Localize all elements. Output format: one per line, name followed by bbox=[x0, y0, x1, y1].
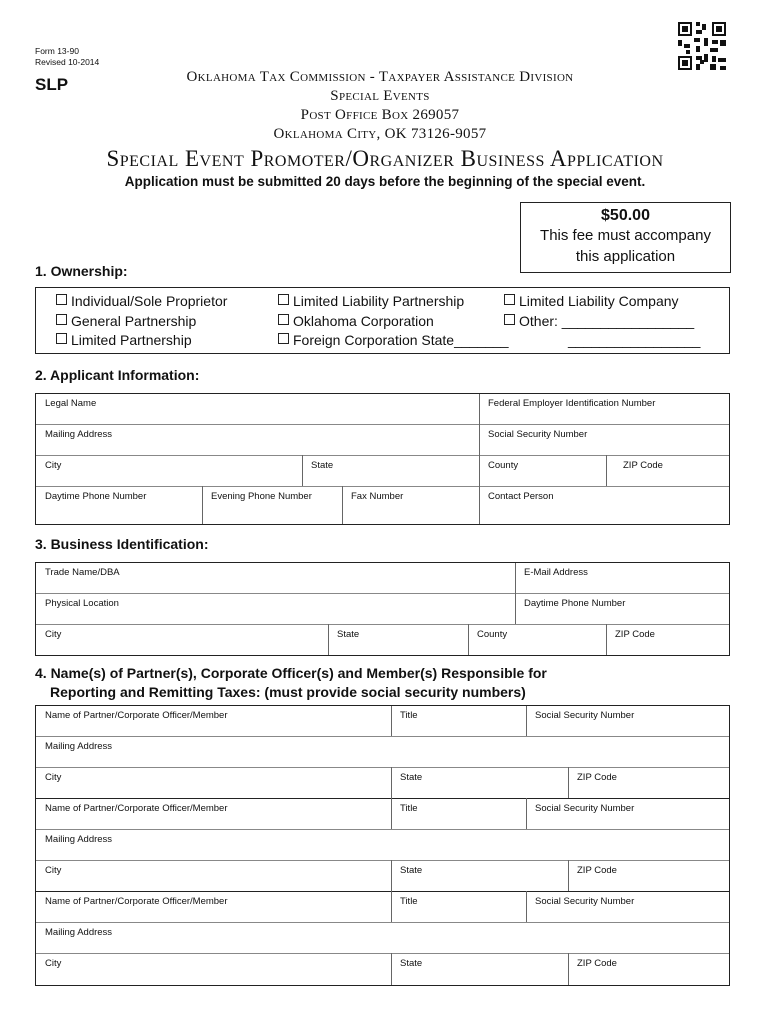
option-oklahoma-corporation[interactable]: Oklahoma Corporation bbox=[278, 313, 434, 329]
partner-3-address-field[interactable]: Mailing Address bbox=[45, 927, 113, 938]
state-field[interactable]: State bbox=[311, 460, 334, 471]
partner-1-ssn-field[interactable]: Social Security Number bbox=[535, 710, 635, 721]
partner-2-ssn-field[interactable]: Social Security Number bbox=[535, 803, 635, 814]
county-field[interactable]: County bbox=[488, 460, 519, 471]
partner-2-title-field[interactable]: Title bbox=[400, 803, 418, 814]
form-code: SLP bbox=[35, 75, 69, 94]
ownership-heading: 1. Ownership: bbox=[35, 263, 128, 279]
partner-1-city-field[interactable]: City bbox=[45, 772, 62, 783]
contact-person-field[interactable]: Contact Person bbox=[488, 491, 554, 502]
page-title: Special Event Promoter/Organizer Business Application bbox=[106, 146, 664, 171]
business-zip-field[interactable]: ZIP Code bbox=[615, 629, 655, 640]
fax-field[interactable]: Fax Number bbox=[351, 491, 404, 502]
agency-address: Oklahoma Tax Commission - Taxpayer Assistance Division Special Events Post Office Box 269057 Oklahoma City, OK 73126-9057 bbox=[186, 69, 574, 142]
legal-name-field[interactable]: Legal Name bbox=[45, 398, 97, 409]
evening-phone-field[interactable]: Evening Phone Number bbox=[211, 491, 312, 502]
partner-3-city-field[interactable]: City bbox=[45, 958, 62, 969]
fee-box: $50.00 This fee must accompany this application bbox=[520, 202, 731, 273]
business-city-field[interactable]: City bbox=[45, 629, 62, 640]
partner-2-city-field[interactable]: City bbox=[45, 865, 62, 876]
business-county-field[interactable]: County bbox=[477, 629, 508, 640]
business-phone-field[interactable]: Daytime Phone Number bbox=[524, 598, 626, 609]
checkbox[interactable] bbox=[56, 314, 67, 325]
checkbox[interactable] bbox=[56, 333, 67, 344]
checkbox[interactable] bbox=[504, 314, 515, 325]
option-llc[interactable]: Limited Liability Company bbox=[504, 293, 679, 309]
ssn-field[interactable]: Social Security Number bbox=[488, 429, 588, 440]
other-continuation-line: _________________ bbox=[568, 332, 701, 348]
email-field[interactable]: E-Mail Address bbox=[524, 567, 588, 578]
option-general-partnership[interactable]: General Partnership bbox=[56, 313, 196, 329]
partner-2-zip-field[interactable]: ZIP Code bbox=[577, 865, 617, 876]
page-subtitle: Application must be submitted 20 days before the beginning of the special event. bbox=[124, 174, 646, 189]
partner-3-state-field[interactable]: State bbox=[400, 958, 423, 969]
option-sole-proprietor[interactable]: Individual/Sole Proprietor bbox=[56, 293, 227, 309]
partner-1-state-field[interactable]: State bbox=[400, 772, 423, 783]
partners-grid bbox=[35, 705, 730, 986]
applicant-info-grid bbox=[35, 393, 730, 525]
city-field[interactable]: City bbox=[45, 460, 62, 471]
partner-3-ssn-field[interactable]: Social Security Number bbox=[535, 896, 635, 907]
qr-code-icon bbox=[678, 22, 726, 70]
partner-3-title-field[interactable]: Title bbox=[400, 896, 418, 907]
partner-1-zip-field[interactable]: ZIP Code bbox=[577, 772, 617, 783]
partner-1-address-field[interactable]: Mailing Address bbox=[45, 741, 113, 752]
option-other[interactable]: Other: _________________ bbox=[504, 313, 694, 329]
partner-3-name-field[interactable]: Name of Partner/Corporate Officer/Member bbox=[45, 896, 228, 907]
mailing-address-field[interactable]: Mailing Address bbox=[45, 429, 113, 440]
daytime-phone-field[interactable]: Daytime Phone Number bbox=[45, 491, 147, 502]
checkbox[interactable] bbox=[278, 314, 289, 325]
option-llp[interactable]: Limited Liability Partnership bbox=[278, 293, 464, 309]
ownership-options bbox=[35, 287, 730, 354]
checkbox[interactable] bbox=[504, 294, 515, 305]
checkbox[interactable] bbox=[278, 294, 289, 305]
business-heading: 3. Business Identification: bbox=[35, 536, 209, 552]
partner-1-name-field[interactable]: Name of Partner/Corporate Officer/Member bbox=[45, 710, 228, 721]
physical-location-field[interactable]: Physical Location bbox=[45, 598, 119, 609]
partner-2-address-field[interactable]: Mailing Address bbox=[45, 834, 113, 845]
checkbox[interactable] bbox=[56, 294, 67, 305]
fein-field[interactable]: Federal Employer Identification Number bbox=[488, 398, 656, 409]
partner-3-zip-field[interactable]: ZIP Code bbox=[577, 958, 617, 969]
checkbox[interactable] bbox=[278, 333, 289, 344]
option-limited-partnership[interactable]: Limited Partnership bbox=[56, 332, 192, 348]
fee-amount: $50.00 bbox=[601, 207, 650, 224]
partner-1-title-field[interactable]: Title bbox=[400, 710, 418, 721]
applicant-heading: 2. Applicant Information: bbox=[35, 367, 200, 383]
partners-heading: 4. Name(s) of Partner(s), Corporate Officer(s) and Member(s) Responsible for Reporting and Remitting Taxes: (must provide social security numbers) bbox=[35, 665, 547, 700]
trade-name-field[interactable]: Trade Name/DBA bbox=[45, 567, 120, 578]
business-info-grid bbox=[35, 562, 730, 656]
partner-2-state-field[interactable]: State bbox=[400, 865, 423, 876]
option-foreign-corporation[interactable]: Foreign Corporation State_______ bbox=[278, 332, 509, 348]
zip-field[interactable]: ZIP Code bbox=[623, 460, 663, 471]
partner-2-name-field[interactable]: Name of Partner/Corporate Officer/Member bbox=[45, 803, 228, 814]
form-number: Form 13-90 Revised 10-2014 bbox=[35, 46, 100, 67]
business-state-field[interactable]: State bbox=[337, 629, 360, 640]
